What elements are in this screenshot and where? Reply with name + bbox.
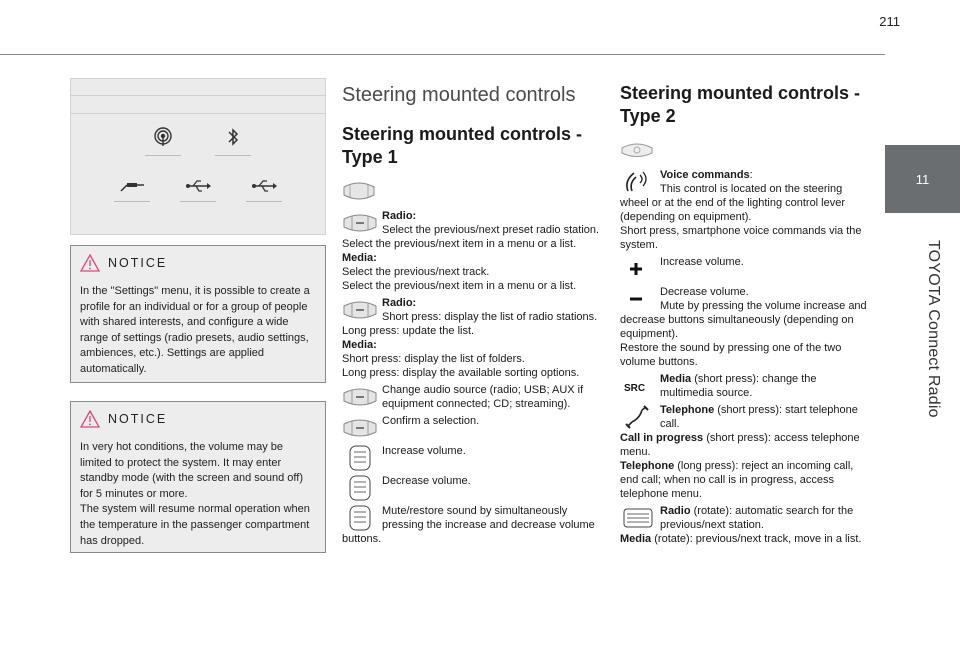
entry-label: Voice commands: [660, 169, 750, 181]
minus-icon: [620, 286, 656, 312]
sub-title-type-1: Steering mounted controls - Type 1: [342, 124, 583, 167]
entry-text: Confirm a selection.: [382, 415, 480, 427]
control-entry: [342, 383, 602, 411]
control-entry: [342, 296, 602, 380]
entry-label: Media: [660, 373, 692, 385]
thumbwheel-horizontal-icon: [620, 505, 656, 531]
column-1: [70, 78, 326, 553]
control-entry: [620, 372, 872, 400]
entry-text: Increase volume.: [382, 445, 466, 457]
phone-icon: [620, 404, 656, 430]
column-3: [620, 78, 872, 549]
entry-label: Media: [620, 533, 652, 545]
thumbwheel-icon: [342, 475, 378, 501]
src-icon: [620, 373, 656, 399]
control-entry: [620, 255, 872, 282]
entry-text: Select the previous/next track. Select the previous/next item in a menu or a list.: [342, 266, 577, 292]
entry-label: Telephone: [620, 460, 675, 472]
stalk-icon: [342, 297, 378, 323]
control-entry: [620, 403, 872, 501]
usb-icon: [246, 179, 282, 202]
thumbwheel-icon: [342, 445, 378, 471]
entry-label: Telephone: [660, 404, 715, 416]
plus-icon: [620, 256, 656, 282]
notice-text: In very hot conditions, the volume may be limited to protect the system. It may enter standby mode (with the screen and sound off) for 5 minutes or more. The system will resume normal operation when the temperature in the passenger compartment has dropped.: [80, 441, 310, 547]
entry-text: (long press): reject an incoming call, end call; when no call is in progress, access telephone menu.: [620, 460, 854, 500]
page-number: 211: [879, 14, 900, 29]
type-2-entries: [620, 168, 872, 546]
entry-text: (short press): access telephone menu.: [620, 432, 860, 458]
control-entry: [342, 209, 602, 293]
notice-text: In the "Settings" menu, it is possible to create a profile for an individual or for a group of people with shared interests, and configure a wide range of settings (radio presets, audio settings, ambiences, etc.). Settings are applied automatically.: [80, 285, 310, 375]
thumbwheel-icon: [342, 505, 378, 531]
notice-box-temperature: [70, 401, 326, 553]
wireless-icon: [145, 127, 181, 156]
control-entry: [342, 414, 602, 441]
sub-title-type-2: Steering mounted controls - Type 2: [620, 83, 861, 126]
entry-text: Change audio source (radio; USB; AUX if equipment connected; CD; streaming).: [382, 384, 584, 410]
entry-text: Mute/restore sound by simultaneously pressing the increase and decrease volume buttons.: [342, 505, 595, 545]
steering-controls-icon: [342, 181, 376, 201]
control-entry: [342, 474, 602, 501]
chapter-title: TOYOTA Connect Radio: [925, 240, 942, 418]
control-entry: [620, 504, 872, 546]
entry-label: Radio: [660, 505, 691, 517]
entry-text: Increase volume.: [660, 256, 744, 268]
control-entry: [342, 444, 602, 471]
entry-label: Radio:: [382, 210, 417, 222]
column-2: [342, 78, 602, 549]
entry-text: Decrease volume.: [382, 475, 471, 487]
control-entry: [620, 285, 872, 369]
notice-box-profiles: [70, 245, 326, 383]
entry-text: (rotate): previous/next track, move in a list.: [651, 533, 862, 545]
aux-cable-icon: [114, 179, 150, 202]
chapter-tab: [885, 145, 960, 213]
bluetooth-icon: [215, 127, 251, 156]
svg-text:SRC: SRC: [624, 383, 646, 394]
entry-label: Media:: [342, 339, 377, 351]
entry-text: (short press): start telephone call.: [660, 404, 858, 430]
entry-text: Select the previous/next preset radio station. Select the previous/next item in a menu or a list.: [342, 224, 600, 250]
notice-title: NOTICE: [108, 256, 168, 270]
section-title: Steering mounted controls: [342, 84, 576, 106]
entry-text: Short press: display the list of folders. Long press: display the available sorting options.: [342, 353, 580, 379]
type-1-entries: [342, 209, 602, 546]
entry-text: (short press): change the multimedia source.: [660, 373, 817, 399]
entry-text: Decrease volume. Mute by pressing the volume increase and decrease buttons simultaneously (depending on equipment). Restore the sound by pressing one of the two volume buttons.: [620, 286, 867, 368]
entry-text: (rotate): automatic search for the previous/next station.: [660, 505, 854, 531]
entry-text: Short press: display the list of radio stations. Long press: update the list.: [342, 311, 598, 337]
control-entry: [342, 504, 602, 546]
warning-icon: [80, 254, 100, 272]
voice-icon: [620, 169, 656, 195]
control-entry: [620, 168, 872, 252]
entry-label: Media:: [342, 252, 377, 264]
notice-title: NOTICE: [108, 412, 168, 426]
warning-icon: [80, 410, 100, 428]
usb-icon: [180, 179, 216, 202]
stalk-icon: [342, 415, 378, 441]
stalk-icon: [342, 210, 378, 236]
entry-label: Radio:: [382, 297, 417, 309]
stalk-icon: [342, 384, 378, 410]
entry-label: Call in progress: [620, 432, 704, 444]
steering-wheel-controls-icon: [620, 140, 654, 160]
chapter-number: 11: [915, 171, 930, 187]
screen-illustration: [70, 78, 326, 235]
header-rule: [0, 54, 885, 55]
entry-text: : This control is located on the steering wheel or at the end of the lighting control lever (depending on equipment). Short press, smartphone voice commands via the system.: [620, 169, 862, 251]
